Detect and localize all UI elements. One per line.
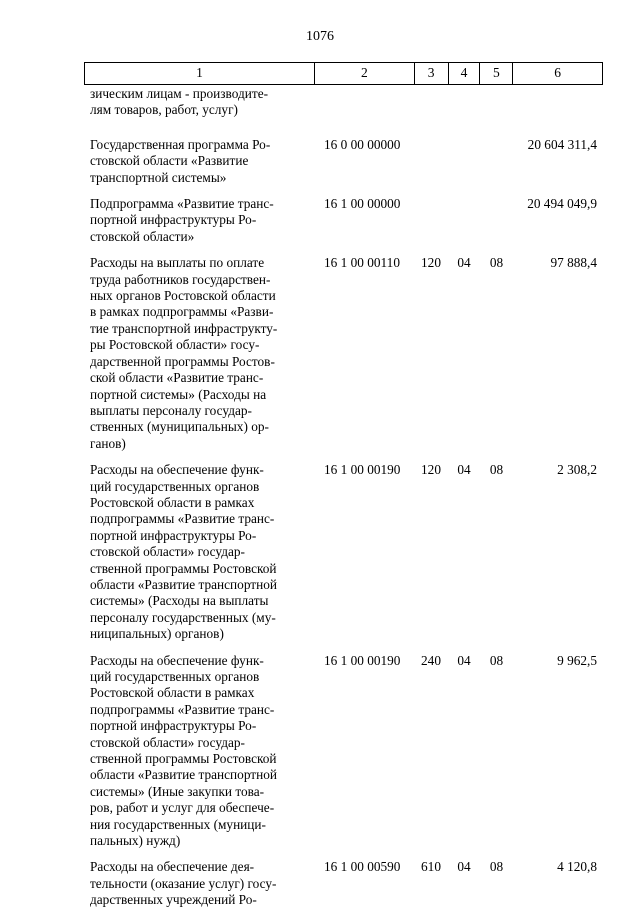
- table-body: [84, 86, 603, 919]
- table-row: [84, 137, 603, 186]
- row-subsection: 08: [489, 652, 504, 668]
- row-section: [448, 137, 480, 186]
- row-code: 16 0 00 00000: [324, 136, 401, 152]
- table-row: [84, 462, 603, 642]
- row-subsection: 08: [489, 859, 504, 875]
- row-sum: 9 962,5: [557, 652, 597, 668]
- row-section: [448, 196, 480, 245]
- row-name: Расходы на обеспечение функ- ций государственных органов Ростовской области в рамках подпрограммы «Развитие транс- портной инфраструктуры Ро- стовской области» государ- ственной программы Ростовской области «Развитие транспортной системы» (Иные закупки това- ров, работ и услуг для обеспече- ния государственных (муници- пальных) нужд): [90, 652, 277, 849]
- row-sum: 2 308,2: [557, 462, 597, 478]
- table-row: [84, 653, 603, 850]
- row-section: 04: [457, 255, 471, 271]
- row-expense-type: [414, 196, 448, 245]
- row-code: [314, 86, 414, 119]
- row-expense-type: [414, 137, 448, 186]
- row-section: 04: [457, 462, 471, 478]
- row-expense-type: 120: [421, 462, 441, 478]
- header-col-3: 3: [414, 63, 448, 84]
- row-name: Расходы на обеспечение функ- ций государственных органов Ростовской области в рамках подпрограммы «Развитие транс- портной инфраструктуры Ро- стовской области» государ- ственной программы Ростовской области «Развитие транспортной системы» (Расходы на выплаты персоналу государственных (му- ниципальных) органов): [90, 462, 277, 642]
- row-expense-type: 120: [421, 255, 441, 271]
- row-sum: 97 888,4: [550, 255, 597, 271]
- row-subsection: 08: [489, 255, 504, 271]
- row-subsection: 08: [489, 462, 504, 478]
- table-row: [84, 859, 603, 908]
- row-sum: 20 494 049,9: [527, 196, 597, 212]
- row-expense-type: 610: [421, 859, 441, 875]
- row-section: 04: [457, 859, 471, 875]
- row-sum: 4 120,8: [557, 859, 597, 875]
- header-col-6: 6: [512, 63, 602, 84]
- row-code: 16 1 00 00190: [324, 462, 401, 478]
- row-section: 04: [457, 652, 471, 668]
- row-code: 16 1 00 00190: [324, 652, 401, 668]
- row-expense-type: [414, 86, 448, 119]
- row-name: Государственная программа Ро- стовской области «Развитие транспортной системы»: [90, 136, 271, 185]
- row-subsection: [480, 196, 513, 245]
- row-code: 16 1 00 00110: [324, 255, 400, 271]
- row-subsection: [480, 137, 513, 186]
- header-col-5: 5: [479, 63, 512, 84]
- row-sum: [513, 86, 603, 119]
- row-sum: 20 604 311,4: [527, 136, 597, 152]
- table-row: [84, 86, 603, 119]
- header-col-4: 4: [448, 63, 480, 84]
- row-name: Подпрограмма «Развитие транс- портной инфраструктуры Ро- стовской области»: [90, 196, 274, 244]
- row-expense-type: 240: [421, 652, 441, 668]
- table-row: [84, 255, 603, 452]
- row-name: Расходы на обеспечение дея- тельности (оказание услуг) госу- дарственных учреждений Ро-: [90, 859, 277, 908]
- row-code: 16 1 00 00000: [324, 196, 401, 212]
- table-header: [84, 62, 603, 85]
- row-section: [448, 86, 480, 119]
- table-row: [84, 196, 603, 245]
- row-code: 16 1 00 00590: [324, 859, 401, 875]
- row-name: зическим лицам - производите- лям товаров, работ, услуг): [90, 86, 269, 118]
- header-col-1: 1: [196, 65, 203, 81]
- row-name: Расходы на выплаты по оплате труда работников государствен- ных органов Ростовской области в рамках подпрограммы «Разви- тие транспортной инфраструкту- ры Ростовской области» госу- дарственной программы Ростов- ской области «Развитие транс- портной системы» (Расходы на выплаты персоналу государ- ственных (муниципальных) ор- ганов): [90, 255, 278, 451]
- row-subsection: [480, 86, 513, 119]
- page-number: 1076: [306, 29, 334, 44]
- header-col-2: 2: [314, 63, 414, 84]
